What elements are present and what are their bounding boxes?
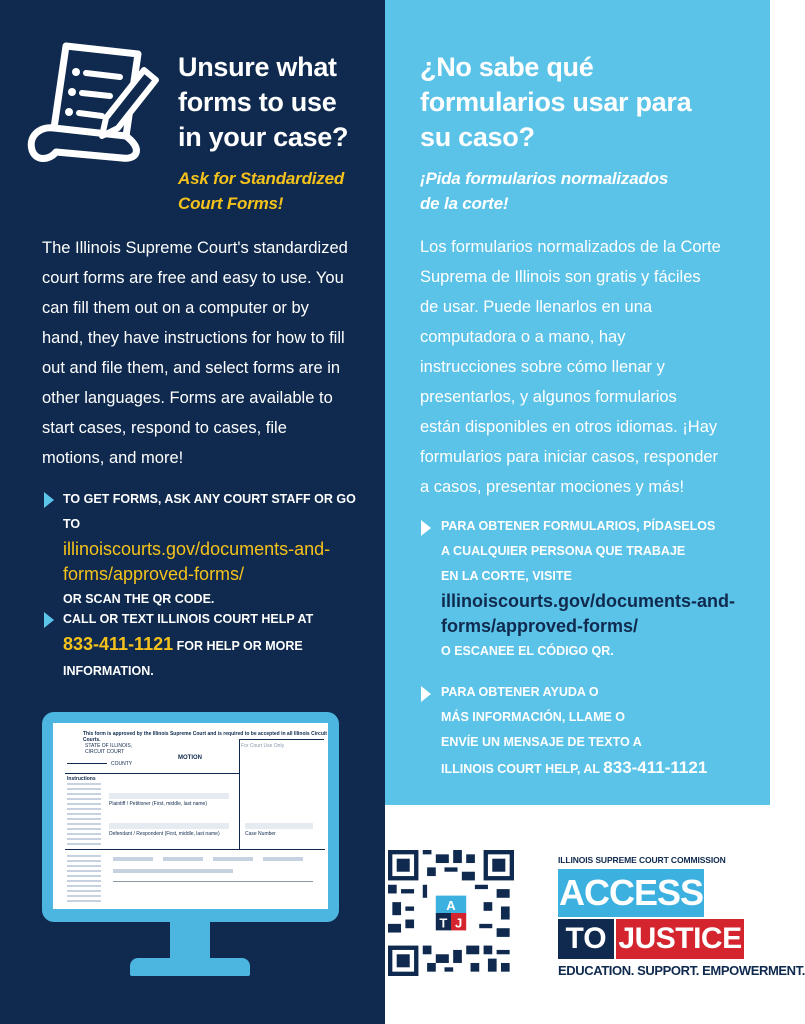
body-line: presentarlos, y algunos formularios [420, 388, 677, 406]
form-instruction-lines [67, 783, 101, 847]
form-rule [67, 763, 107, 764]
subhead-line: de la corte! [420, 194, 509, 213]
spanish-body [420, 232, 740, 502]
spanish-subhead [420, 166, 750, 216]
english-subhead [178, 166, 378, 216]
spanish-headline [420, 50, 750, 155]
monitor-stand [170, 922, 210, 960]
logo-access: ACCESS [558, 869, 704, 917]
bullet-arrow-icon [421, 520, 431, 536]
qr-letter: J [454, 915, 463, 931]
body-line: Los formularios normalizados de la Corte [420, 238, 721, 256]
form-checkbox-row [113, 857, 313, 861]
sample-form-label: SAMPLE FORM [48, 932, 126, 943]
body-line: instrucciones sobre cómo llenar y [420, 358, 665, 376]
form-defendant: Defendant / Respondent (First, middle, last name) [109, 831, 220, 837]
english-body [42, 233, 364, 473]
bullet-arrow-icon [44, 492, 54, 508]
forms-link-line[interactable]: illinoiscourts.gov/documents-and- [63, 539, 331, 559]
body-line: other languages. Forms are available to [42, 389, 333, 407]
form-input [109, 823, 229, 829]
form-rule [113, 881, 313, 882]
english-headline [178, 50, 378, 155]
bullet-outro: OR SCAN THE QR CODE. [63, 592, 215, 606]
english-forms-bullet [63, 487, 373, 612]
form-input [109, 793, 229, 799]
body-line: out and file them, and select forms are in [42, 359, 341, 377]
monitor [42, 712, 339, 922]
help-phone-number[interactable]: 833-411-1121 [603, 758, 708, 777]
bullet-outro: FOR HELP OR MORE [173, 639, 303, 653]
subhead-line: ¡Pida formularios normalizados [420, 169, 669, 188]
body-line: a casos, presentar mociones y más! [420, 478, 685, 496]
document-pencil-icon [26, 40, 161, 168]
bullet-line: A CUALQUIER PERSONA QUE TRABAJE [441, 544, 686, 558]
help-phone-number[interactable]: 833-411-1121 [63, 634, 174, 654]
body-line: de usar. Puede llenarlos en una [420, 298, 653, 316]
spanish-help-bullet [441, 680, 761, 782]
form-case-number: Case Number [245, 831, 276, 837]
headline-line: formularios usar para [420, 87, 692, 117]
form-title: MOTION [178, 755, 202, 761]
forms-link-line[interactable]: forms/approved-forms/ [441, 616, 639, 636]
form-court-use: For Court Use Only [241, 743, 285, 749]
headline-line: Unsure what [178, 52, 337, 82]
form-plaintiff: Plaintiff / Petitioner (First, middle, last name) [109, 801, 207, 807]
qr-letter: T [439, 915, 448, 931]
bullet-line: EN LA CORTE, VISITE [441, 569, 572, 583]
bullet-intro: CALL OR TEXT ILLINOIS COURT HELP AT [63, 612, 314, 626]
access-to-justice-logo [558, 855, 805, 983]
bullet-line: PARA OBTENER AYUDA O [441, 685, 599, 699]
forms-link-line[interactable]: illinoiscourts.gov/documents-and- [441, 591, 736, 611]
body-line: computadora o a mano, hay [420, 328, 626, 346]
form-rule [65, 849, 325, 850]
body-line: start cases, respond to cases, file [42, 419, 287, 437]
bullet-line: ILLINOIS COURT HELP, AL [441, 762, 604, 776]
english-help-bullet [63, 607, 373, 684]
forms-link-line[interactable]: forms/approved-forms/ [63, 564, 245, 584]
bullet-line: PARA OBTENER FORMULARIOS, PÍDASELOS [441, 519, 716, 533]
form-instruction-lines [67, 855, 101, 905]
form-input [245, 823, 313, 829]
bullet-line: ENVÍE UN MENSAJE DE TEXTO A [441, 735, 642, 749]
logo-tagline: EDUCATION. SUPPORT. EMPOWERMENT. [558, 963, 805, 978]
bullet-arrow-icon [421, 686, 431, 702]
body-line: The Illinois Supreme Court's standardized [42, 239, 348, 257]
logo-commission: ILLINOIS SUPREME COURT COMMISSION [558, 855, 726, 865]
bullet-intro: TO GET FORMS, ASK ANY COURT STAFF OR GO TO [63, 492, 356, 531]
body-line: motions, and more! [42, 449, 184, 467]
headline-line: forms to use [178, 87, 337, 117]
form-divider [239, 739, 324, 740]
body-line: formularios para iniciar casos, responder [420, 448, 719, 466]
headline-line: ¿No sabe qué [420, 52, 594, 82]
bullet-outro: O ESCANEE EL CÓDIGO QR. [441, 644, 614, 658]
headline-line: in your case? [178, 122, 349, 152]
form-instructions: Instructions [67, 776, 96, 782]
form-rule [65, 773, 239, 774]
body-line: hand, they have instructions for how to fill [42, 329, 345, 347]
form-county: COUNTY [111, 761, 133, 767]
body-line: court forms are free and easy to use. You [42, 269, 344, 287]
form-header: This form is approved by the Illinois Supreme Court and is required to be accepted in all Illinois Circuit Courts. [83, 731, 327, 743]
body-line: Suprema de Illinois son gratis y fáciles [420, 268, 701, 286]
bullet-arrow-icon [44, 612, 54, 628]
body-line: can fill them out on a computer or by [42, 299, 309, 317]
spanish-forms-bullet [441, 514, 761, 664]
bullet-line: MÁS INFORMACIÓN, LLAME O [441, 710, 626, 724]
sample-form-screen [53, 723, 328, 909]
subhead-line: Ask for Standardized [178, 169, 345, 188]
form-divider [239, 739, 240, 849]
bullet-outro: INFORMATION. [63, 664, 154, 678]
form-court: STATE OF ILLINOIS, CIRCUIT COURT [85, 743, 133, 755]
form-checkbox-row [113, 869, 233, 873]
qr-letter: A [446, 897, 456, 913]
logo-to: TO [558, 919, 614, 959]
qr-code[interactable] [388, 850, 514, 976]
logo-justice: JUSTICE [616, 919, 744, 959]
monitor-base [130, 958, 250, 976]
headline-line: su caso? [420, 122, 535, 152]
body-line: están disponibles en otros idiomas. ¡Hay [420, 418, 718, 436]
subhead-line: Court Forms! [178, 194, 284, 213]
